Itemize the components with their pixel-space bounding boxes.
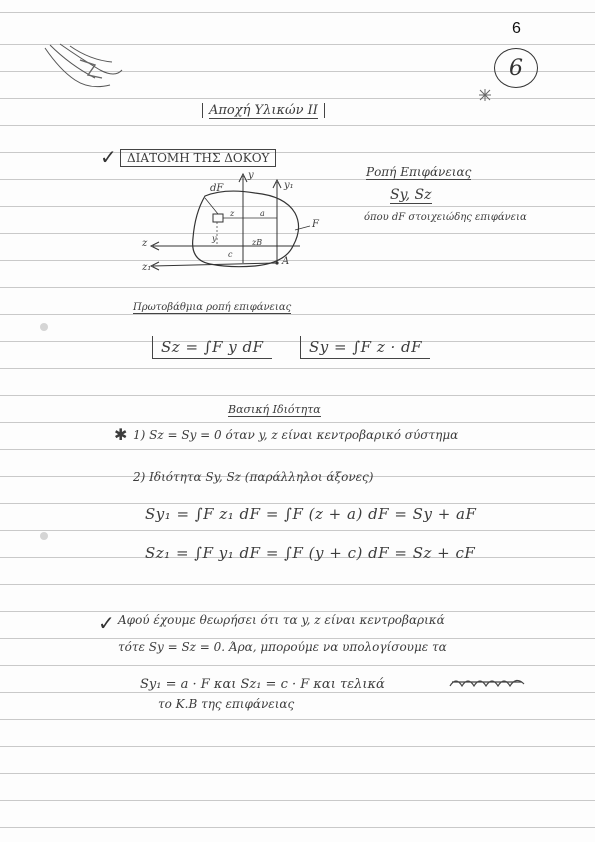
property-eq-sy1: Sy₁ = ∫F z₁ dF = ∫F (z + a) dF = Sy + aF	[145, 505, 477, 523]
cross-section-diagram	[135, 168, 335, 286]
figure-label-A: A	[282, 256, 290, 267]
scribbled-out-icon	[448, 674, 528, 692]
page-title	[202, 103, 325, 118]
section-heading: ΔΙΑΤΟΜΗ ΤΗΣ ΔΟΚΟΥ	[120, 149, 276, 167]
figure-label-dF: dF	[210, 183, 224, 194]
doodle-star-icon	[478, 88, 492, 102]
binder-hole	[40, 532, 48, 540]
page-title-text: Αποχή Υλικών ΙΙ	[209, 103, 318, 118]
properties-heading: Βασική Ιδιότητα	[228, 403, 321, 416]
conclusion-line-2: τότε Sy = Sz = 0. Άρα, μπορούμε να υπολογίσουμε τα	[118, 640, 447, 654]
conclusion-line-3: Sy₁ = a · F και Sz₁ = c · F και τελικά	[140, 677, 385, 692]
figure-label-c: c	[228, 250, 233, 259]
first-moment-eq-sy: Sy = ∫F z · dF	[300, 336, 430, 359]
figure-label-a: a	[260, 209, 265, 218]
moments-note: όπου dF στοιχειώδης επιφάνεια	[364, 212, 527, 223]
printed-page-number: 6	[512, 20, 521, 37]
figure-label-z: z	[142, 238, 148, 249]
figure-label-z1: z₁	[142, 262, 152, 273]
figure-label-F: F	[312, 219, 319, 230]
circled-page-number	[494, 48, 538, 88]
moments-title: Ροπή Επιφάνειας	[366, 165, 472, 179]
figure-label-y: y	[248, 170, 254, 181]
figure-label-y1: y₁	[284, 180, 294, 191]
first-moment-label: Πρωτοβάθμια ροπή επιφάνειας	[133, 302, 292, 313]
conclusion-line-1: Αφού έχουμε θεωρήσει ότι τα y, z είναι κεντροβαρικά	[118, 613, 445, 627]
property-eq-sz1: Sz₁ = ∫F y₁ dF = ∫F (y + c) dF = Sz + cF	[145, 544, 476, 562]
figure-label-z-small: z	[230, 209, 235, 218]
binder-hole	[40, 323, 48, 331]
moments-symbols: Sy, Sz	[390, 187, 432, 203]
check-mark-icon: ✓	[100, 145, 117, 169]
conclusion-line-4: το Κ.Β της επιφάνειας	[158, 697, 295, 711]
asterisk-icon: ✱	[114, 425, 128, 444]
corner-scribble-icon	[40, 40, 130, 100]
property-item-1: 1) Sz = Sy = 0 όταν y, z είναι κεντροβαρικό σύστημα	[133, 428, 459, 442]
figure-label-y-small: y	[212, 234, 217, 243]
check-mark-icon-2: ✓	[98, 611, 115, 635]
figure-label-zb: zB	[252, 238, 263, 247]
property-item-2: 2) Ιδιότητα Sy, Sz (παράλληλοι άξονες)	[133, 470, 374, 484]
circled-page-number-text: 6	[509, 55, 523, 81]
first-moment-eq-sz: Sz = ∫F y dF	[152, 336, 272, 359]
